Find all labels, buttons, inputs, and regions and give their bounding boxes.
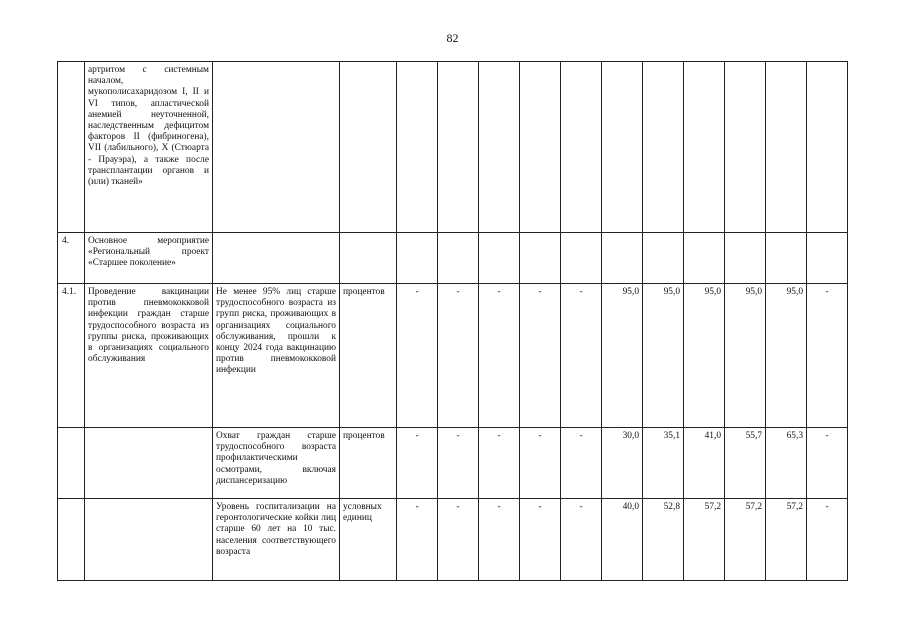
value-cell: 57,2 xyxy=(725,499,766,581)
value-cell: - xyxy=(397,499,438,581)
table-row xyxy=(58,428,848,499)
value-cell: - xyxy=(561,284,602,428)
value-cell: 41,0 xyxy=(684,428,725,499)
value-cell xyxy=(438,62,479,233)
value-cell: - xyxy=(479,499,520,581)
value-cell xyxy=(725,233,766,284)
value-cell: - xyxy=(438,428,479,499)
indicator-name: Уровень госпитализации на геронтологические койки лиц старше 60 лет на 10 тыс. населения соответствующего возраста xyxy=(213,499,340,581)
value-cell xyxy=(520,62,561,233)
indicator-name xyxy=(213,62,340,233)
value-cell: - xyxy=(438,284,479,428)
value-cell: 95,0 xyxy=(766,284,807,428)
table-row xyxy=(58,284,848,428)
table-row xyxy=(58,233,848,284)
unit-cell: процентов xyxy=(340,428,397,499)
row-index: 4. xyxy=(58,233,85,284)
activity-name: Проведение вакцинации против пневмококковой инфекции граждан старше трудоспособного возраста из группы риска, проживающих в организациях социального обслуживания xyxy=(85,284,213,428)
value-cell xyxy=(397,233,438,284)
value-cell xyxy=(807,233,848,284)
activity-name xyxy=(85,499,213,581)
value-cell: - xyxy=(479,428,520,499)
activity-name xyxy=(85,428,213,499)
value-cell xyxy=(684,62,725,233)
value-cell: 35,1 xyxy=(643,428,684,499)
value-cell xyxy=(807,62,848,233)
value-cell: - xyxy=(479,284,520,428)
value-cell: - xyxy=(520,428,561,499)
value-cell: - xyxy=(807,284,848,428)
unit-cell: процентов xyxy=(340,284,397,428)
page-number: 82 xyxy=(446,31,459,45)
value-cell: - xyxy=(397,284,438,428)
value-cell: - xyxy=(561,499,602,581)
row-index: 4.1. xyxy=(58,284,85,428)
value-cell: - xyxy=(520,499,561,581)
value-cell xyxy=(766,62,807,233)
activity-name: артритом с системным началом, мукополисахаридозом I, II и VI типов, апластической анемией неуточненной, наследственным дефицитом факторов II (фибриногена), VII (лабильного), X (Стюарта - Прауэра), а также после трансплантации органов и (или) тканей» xyxy=(85,62,213,233)
value-cell xyxy=(725,62,766,233)
value-cell: 95,0 xyxy=(725,284,766,428)
value-cell xyxy=(766,233,807,284)
value-cell: - xyxy=(561,428,602,499)
indicator-name: Охват граждан старше трудоспособного возраста профилактическими осмотрами, включая диспансеризацию xyxy=(213,428,340,499)
value-cell: - xyxy=(438,499,479,581)
value-cell xyxy=(438,233,479,284)
value-cell: - xyxy=(520,284,561,428)
table-row xyxy=(58,499,848,581)
value-cell: 55,7 xyxy=(725,428,766,499)
value-cell xyxy=(561,233,602,284)
value-cell: 57,2 xyxy=(766,499,807,581)
value-cell: - xyxy=(807,428,848,499)
value-cell xyxy=(602,233,643,284)
value-cell: 30,0 xyxy=(602,428,643,499)
value-cell xyxy=(479,233,520,284)
value-cell: 57,2 xyxy=(684,499,725,581)
value-cell: 65,3 xyxy=(766,428,807,499)
row-index xyxy=(58,499,85,581)
value-cell xyxy=(520,233,561,284)
value-cell xyxy=(643,62,684,233)
row-index xyxy=(58,428,85,499)
value-cell xyxy=(561,62,602,233)
table-row xyxy=(58,62,848,233)
value-cell: - xyxy=(807,499,848,581)
value-cell xyxy=(602,62,643,233)
unit-cell xyxy=(340,62,397,233)
value-cell xyxy=(397,62,438,233)
value-cell: 40,0 xyxy=(602,499,643,581)
value-cell xyxy=(479,62,520,233)
value-cell: 95,0 xyxy=(684,284,725,428)
activity-name: Основное мероприятие «Региональный проект «Старшее поколение» xyxy=(85,233,213,284)
value-cell: - xyxy=(397,428,438,499)
value-cell xyxy=(684,233,725,284)
row-index xyxy=(58,62,85,233)
unit-cell: условных единиц xyxy=(340,499,397,581)
unit-cell xyxy=(340,233,397,284)
indicator-name xyxy=(213,233,340,284)
indicator-table xyxy=(57,61,848,581)
value-cell: 95,0 xyxy=(602,284,643,428)
indicator-name: Не менее 95% лиц старше трудоспособного возраста из групп риска, проживающих в организациях социального обслуживания, прошли к концу 2024 года вакцинацию против пневмококковой инфекции xyxy=(213,284,340,428)
value-cell: 95,0 xyxy=(643,284,684,428)
value-cell: 52,8 xyxy=(643,499,684,581)
value-cell xyxy=(643,233,684,284)
